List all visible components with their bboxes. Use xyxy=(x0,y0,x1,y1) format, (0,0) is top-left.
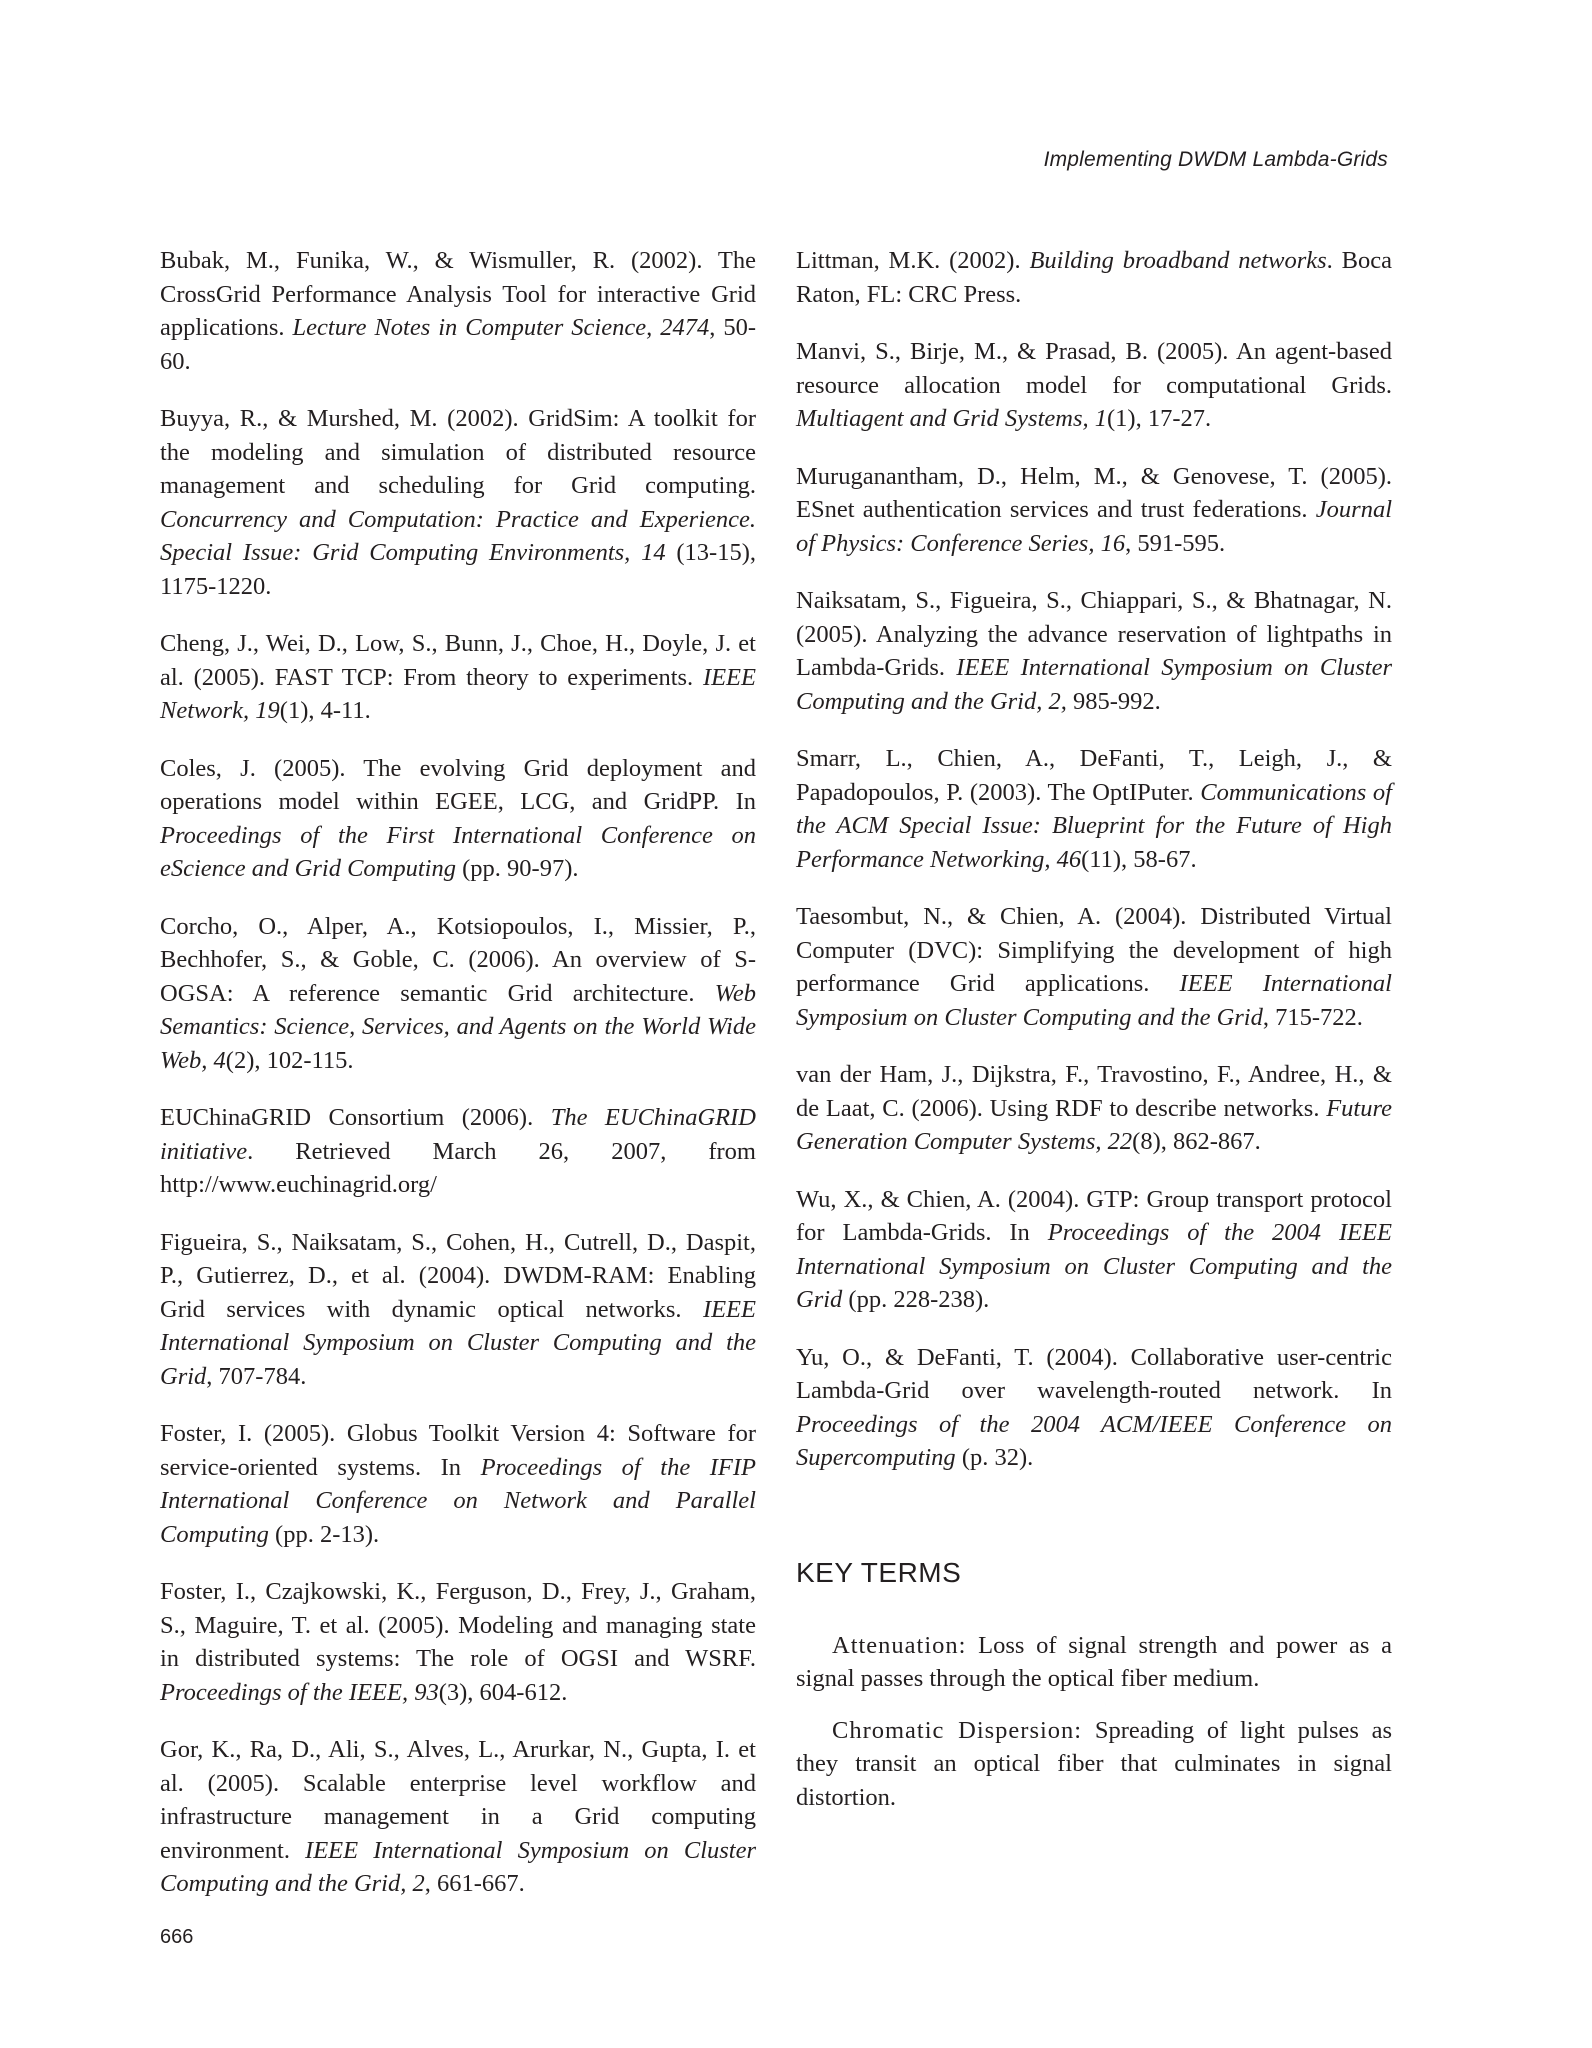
reference-entry xyxy=(796,1183,1392,1317)
key-term-name: Chromatic Dispersion: xyxy=(832,1716,1083,1744)
reference-entry xyxy=(160,402,756,603)
reference-source: IEEE International Symposium on Cluster Computing and the Grid, 2, xyxy=(796,654,1392,715)
reference-source: Journal of Physics: Conference Series, 16 xyxy=(796,496,1392,557)
reference-source: IEEE International Symposium on Cluster Computing and the Grid xyxy=(160,1295,756,1390)
reference-source: IEEE Network, 19 xyxy=(160,663,756,724)
reference-source: Proceedings of the IEEE, 93 xyxy=(160,1678,439,1706)
reference-text: , 715-722. xyxy=(1262,1003,1363,1031)
reference-text: . Boca Raton, FL: CRC Press. xyxy=(796,247,1392,308)
reference-text: Foster, I., Czajkowski, K., Ferguson, D., Frey, J., Graham, S., Maguire, T. et al. (2005). Modeling and managing state in distributed systems: The role of OGSI and WSRF. xyxy=(160,1578,756,1672)
reference-text: (1), 17-27. xyxy=(1107,405,1212,432)
key-term-definition: Loss of signal strength and power as a signal passes through the optical fiber medium. xyxy=(796,1631,1392,1692)
reference-text: (2), 102-115. xyxy=(225,1046,354,1074)
reference-text: Buyya, R., & Murshed, M. (2002). GridSim: A toolkit for the modeling and simulation of distributed resource management and scheduling for Grid computing. xyxy=(160,405,756,499)
reference-text: , 707-784. xyxy=(206,1362,307,1390)
reference-text: EUChinaGRID Consortium (2006). xyxy=(160,1104,551,1131)
reference-entry xyxy=(160,244,756,378)
running-head: Implementing DWDM Lambda-Grids xyxy=(1043,148,1388,171)
reference-source: The EUChinaGRID initiative xyxy=(160,1104,756,1165)
references-right-column xyxy=(796,244,1392,1832)
key-term-entry xyxy=(796,1629,1392,1696)
reference-text: . Retrieved March 26, 2007, from http://www.euchinagrid.org/ xyxy=(160,1137,756,1198)
reference-text: (pp. 228-238). xyxy=(842,1286,990,1313)
reference-text: (1), 4-11. xyxy=(279,697,371,724)
reference-text: (3), 604-612. xyxy=(438,1678,568,1706)
reference-source: Proceedings of the 2004 IEEE International Symposium on Cluster Computing and the Grid xyxy=(796,1219,1392,1313)
reference-text: van der Ham, J., Dijkstra, F., Travostino, F., Andree, H., & de Laat, C. (2006). Using RDF to describe networks. xyxy=(796,1061,1392,1122)
reference-entry xyxy=(160,627,756,728)
reference-source: Communications of the ACM Special Issue: Blueprint for the Future of High Performance Networking, 46 xyxy=(796,778,1392,873)
references-left-column xyxy=(160,244,756,1925)
reference-text: (pp. 2-13). xyxy=(268,1520,380,1548)
reference-entry xyxy=(160,1417,756,1551)
reference-text: Foster, I. (2005). Globus Toolkit Version 4: Software for service-oriented systems. In xyxy=(160,1420,756,1481)
reference-text: Manvi, S., Birje, M., & Prasad, B. (2005). An agent-based resource allocation model for computational Grids. xyxy=(796,338,1392,399)
key-term-entry xyxy=(796,1714,1392,1815)
reference-text: Taesombut, N., & Chien, A. (2004). Distributed Virtual Computer (DVC): Simplifying the development of high performance Grid applications. xyxy=(796,903,1392,997)
reference-text: , 661-667. xyxy=(424,1870,525,1897)
reference-source: Proceedings of the First International Conference on eScience and Grid Computing xyxy=(160,821,756,882)
reference-entry xyxy=(160,1226,756,1394)
reference-entry xyxy=(160,752,756,886)
reference-entry xyxy=(796,900,1392,1034)
reference-source: Future Generation Computer Systems, 22 xyxy=(796,1094,1392,1155)
reference-text: 985-992. xyxy=(1066,687,1161,715)
reference-text: Cheng, J., Wei, D., Low, S., Bunn, J., Choe, H., Doyle, J. et al. (2005). FAST TCP: From theory to experiments. xyxy=(160,630,756,691)
reference-source: Proceedings of the 2004 ACM/IEEE Conference on Supercomputing xyxy=(796,1410,1392,1471)
reference-source: Lecture Notes in Computer Science, 2474 xyxy=(292,314,710,341)
reference-source: Web Semantics: Science, Services, and Agents on the World Wide Web, 4 xyxy=(160,979,756,1074)
reference-entry xyxy=(160,910,756,1078)
reference-source: Multiagent and Grid Systems, 1 xyxy=(796,405,1107,432)
reference-text: Coles, J. (2005). The evolving Grid deployment and operations model within EGEE, LCG, and GridPP. In xyxy=(160,754,756,815)
reference-entry xyxy=(160,1733,756,1901)
reference-source: Concurrency and Computation: Practice and Experience. Special Issue: Grid Computing Environments, 14 xyxy=(160,505,756,566)
key-term-name: Attenuation: xyxy=(832,1631,967,1659)
reference-text: Bubak, M., Funika, W., & Wismuller, R. (2002). The CrossGrid Performance Analysis Tool for interactive Grid applications. xyxy=(160,247,756,341)
reference-text: Gor, K., Ra, D., Ali, S., Alves, L., Arurkar, N., Gupta, I. et al. (2005). Scalable enterprise level workflow and infrastructure management in a Grid computing environment. xyxy=(160,1736,756,1864)
reference-entry xyxy=(796,1058,1392,1159)
reference-source: Building broadband networks xyxy=(1029,247,1327,274)
reference-entry xyxy=(796,1341,1392,1475)
key-term-definition: Spreading of light pulses as they transit an optical fiber that culminates in signal distortion. xyxy=(796,1716,1393,1811)
reference-source: Proceedings of the IFIP International Conference on Network and Parallel Computing xyxy=(160,1453,756,1548)
reference-entry xyxy=(796,460,1392,561)
reference-text: Corcho, O., Alper, A., Kotsiopoulos, I., Missier, P., Bechhofer, S., & Goble, C. (2006). An overview of S-OGSA: A reference semantic Grid architecture. xyxy=(160,912,756,1007)
reference-source: IEEE International Symposium on Cluster Computing and the Grid, 2 xyxy=(160,1836,756,1897)
reference-text: Naiksatam, S., Figueira, S., Chiappari, S., & Bhatnagar, N. (2005). Analyzing the advance reservation of lightpaths in Lambda-Grids. xyxy=(796,587,1392,681)
reference-entry xyxy=(796,335,1392,436)
reference-text: Smarr, L., Chien, A., DeFanti, T., Leigh, J., & Papadopoulos, P. (2003). The OptIPuter. xyxy=(796,745,1392,806)
reference-text: Wu, X., & Chien, A. (2004). GTP: Group transport protocol for Lambda-Grids. In xyxy=(796,1185,1392,1246)
reference-text: Muruganantham, D., Helm, M., & Genovese, T. (2005). ESnet authentication services and trust federations. xyxy=(796,462,1392,523)
reference-text: Yu, O., & DeFanti, T. (2004). Collaborative user-centric Lambda-Grid over wavelength-routed network. In xyxy=(796,1343,1392,1404)
reference-source: IEEE International Symposium on Cluster Computing and the Grid xyxy=(796,970,1392,1031)
reference-text: (pp. 90-97). xyxy=(456,855,579,882)
reference-text: (13-15), 1175-1220. xyxy=(160,539,756,600)
reference-entry xyxy=(160,1575,756,1709)
reference-text: (8), 862-867. xyxy=(1132,1128,1261,1155)
reference-entry xyxy=(160,1101,756,1202)
reference-text: , 591-595. xyxy=(1125,529,1226,557)
reference-text: (11), 58-67. xyxy=(1081,845,1197,873)
reference-entry xyxy=(796,244,1392,311)
reference-text: , 50-60. xyxy=(160,314,756,375)
page-number: 666 xyxy=(160,1926,194,1948)
reference-entry xyxy=(796,584,1392,718)
reference-entry xyxy=(796,742,1392,876)
reference-text: (p. 32). xyxy=(955,1444,1034,1471)
reference-text: Figueira, S., Naiksatam, S., Cohen, H., Cutrell, D., Daspit, P., Gutierrez, D., et al. (2004). DWDM-RAM: Enabling Grid services with dynamic optical networks. xyxy=(160,1228,756,1323)
reference-text: Littman, M.K. (2002). xyxy=(796,247,1030,274)
key-terms-heading: KEY TERMS xyxy=(796,1556,962,1588)
